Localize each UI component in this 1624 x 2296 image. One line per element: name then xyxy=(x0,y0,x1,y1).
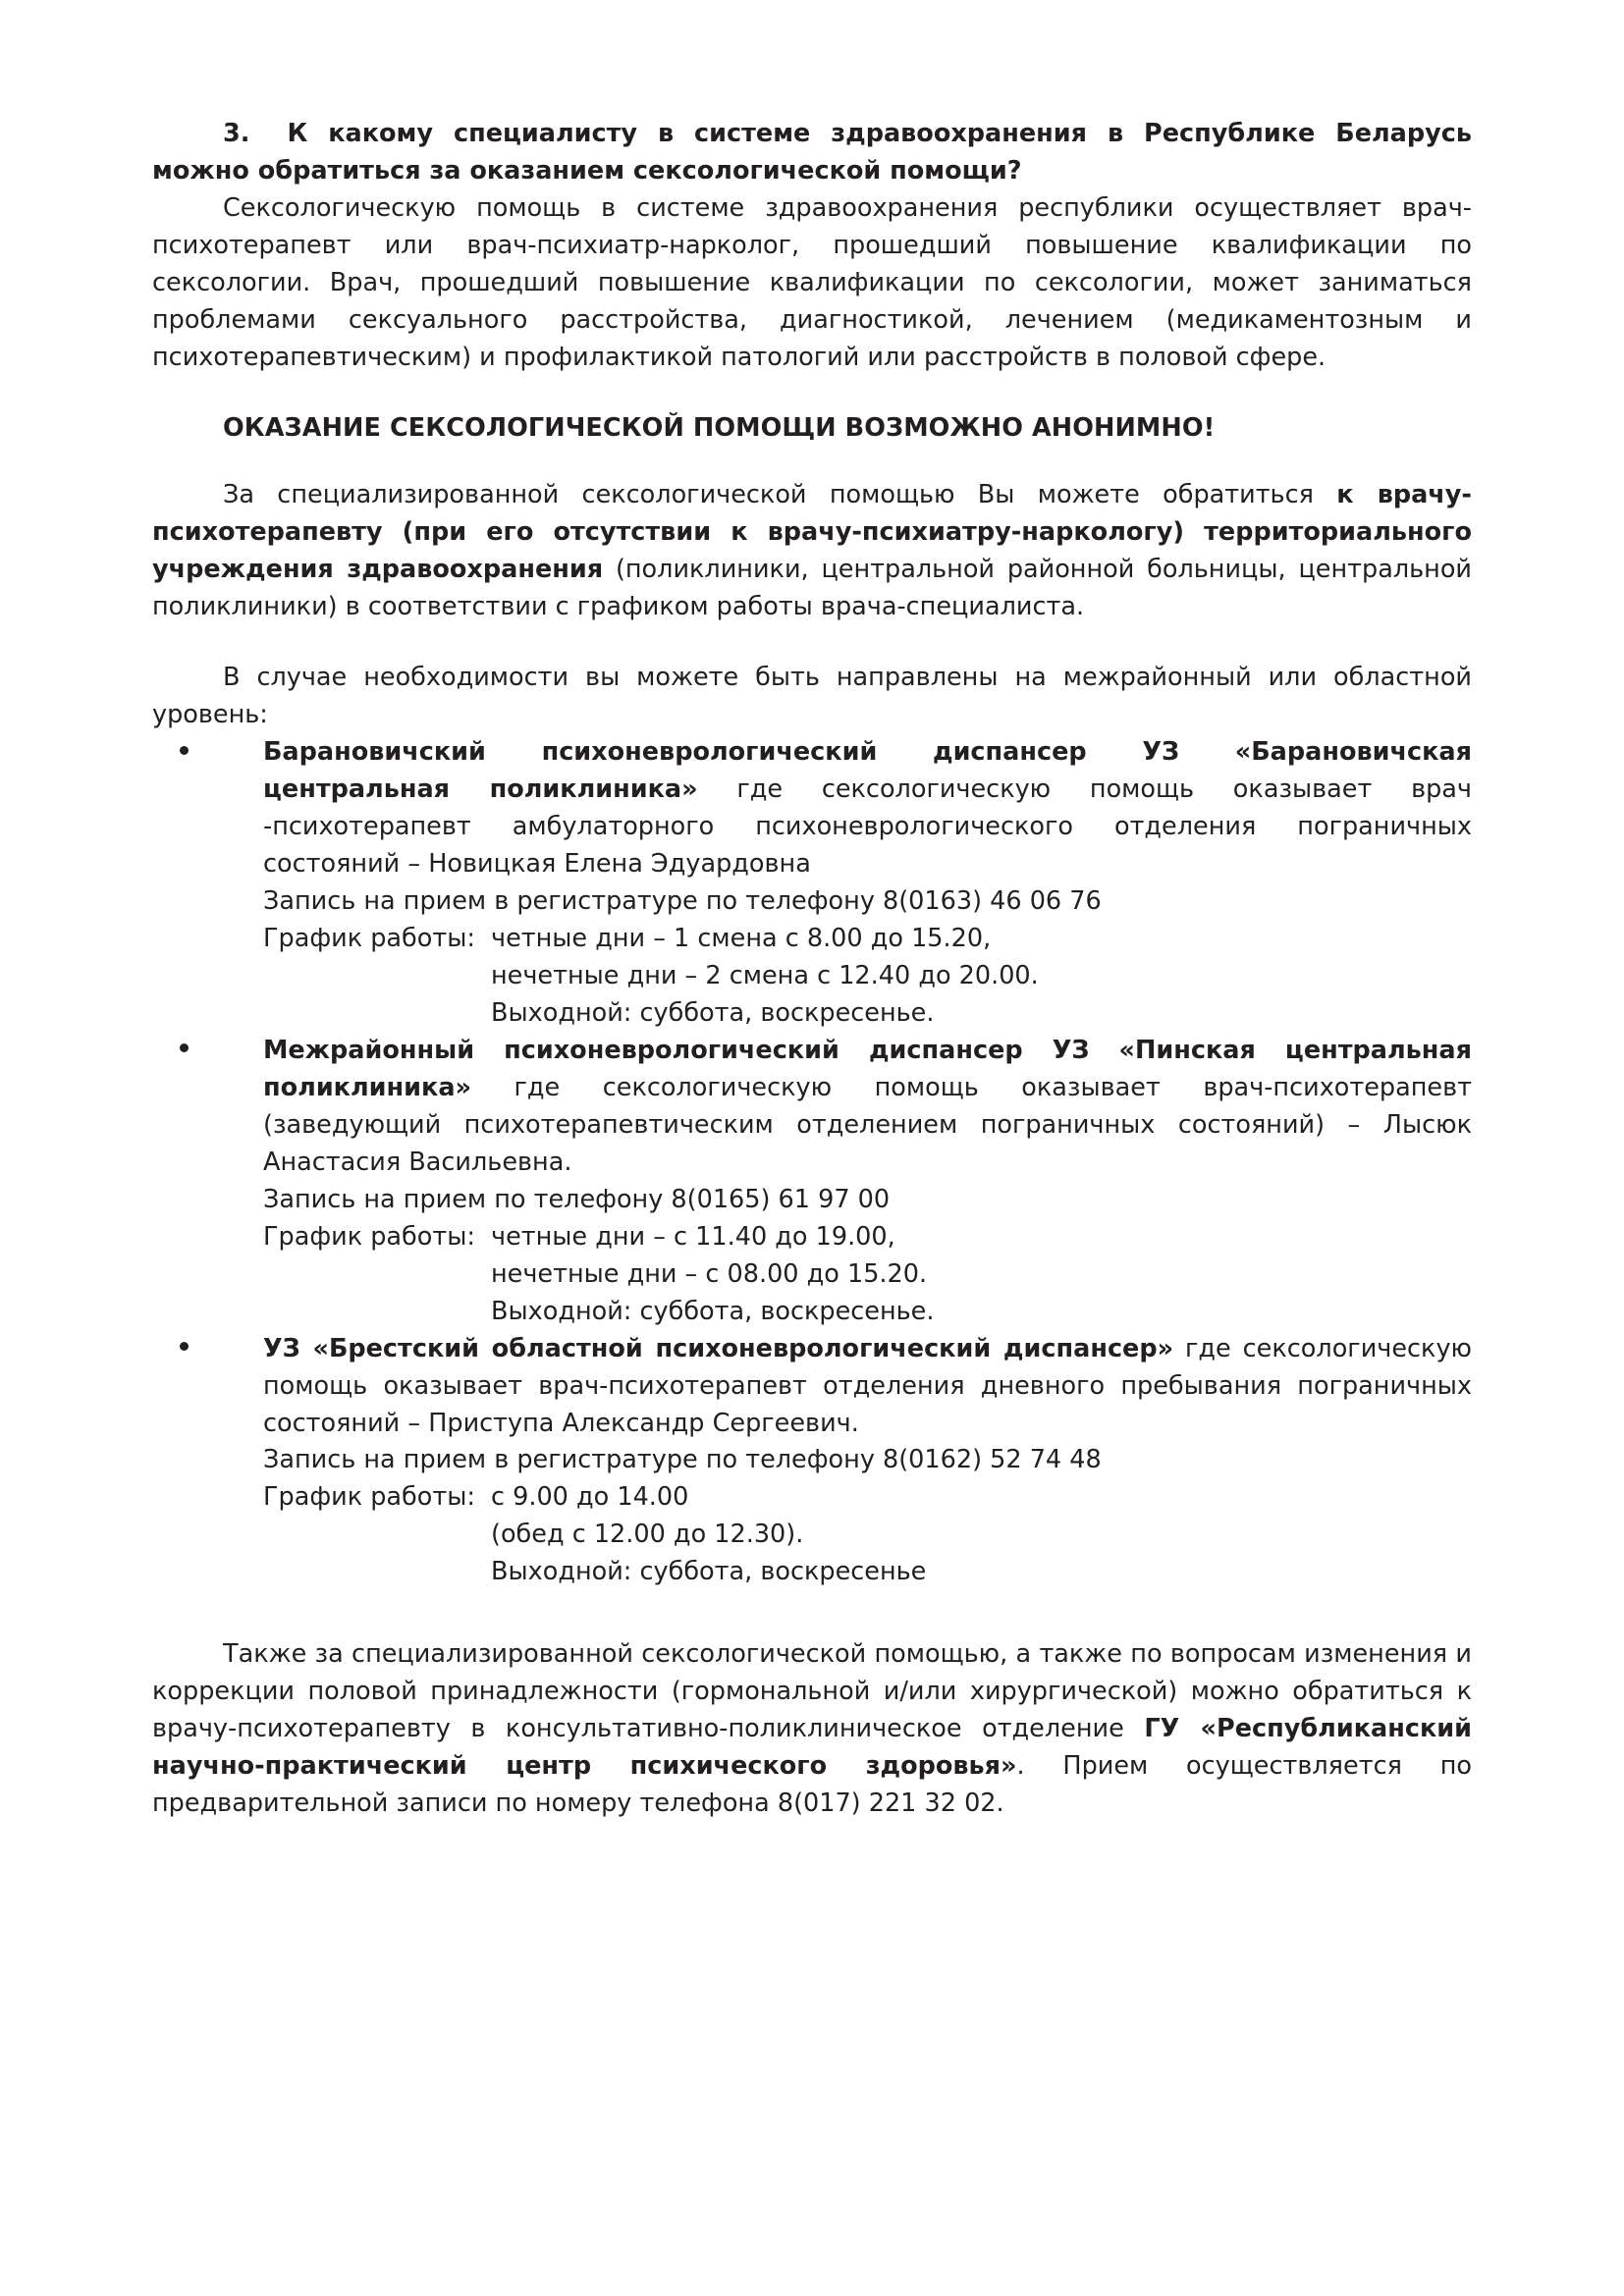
institution-name: Барановичский психоневрологический диспансер УЗ «Барановичская центральная поликлиника» xyxy=(263,736,1472,804)
institution-description: где сексологическую помощь оказывает врач-психотерапевт отделения дневного пребывания пограничных состояний – Приступа Александр Сергеевич. xyxy=(263,1333,1472,1438)
closing-paragraph xyxy=(152,1636,1472,1823)
institution-name: УЗ «Брестский областной психоневрологический диспансер» xyxy=(263,1333,1174,1363)
institution-schedule xyxy=(263,1219,1472,1331)
bullet-icon xyxy=(180,746,189,755)
question-number: 3. xyxy=(223,119,250,148)
institution-title xyxy=(263,734,1472,883)
institution-list xyxy=(152,734,1472,1592)
list-item xyxy=(152,1033,1472,1331)
schedule-line: четные дни – 1 смена с 8.00 до 15.20, xyxy=(491,923,992,953)
schedule-line: четные дни – с 11.40 до 19.00, xyxy=(491,1221,895,1252)
institution-description: где сексологическую помощь оказывает врач -психотерапевт амбулаторного психоневрологического отделения пограничных состояний – Новицкая Елена Эдуардовна xyxy=(263,774,1472,879)
schedule-line: Выходной: суббота, воскресенье. xyxy=(491,997,935,1028)
schedule-line: нечетные дни – с 08.00 до 15.20. xyxy=(491,1258,928,1289)
anonymous-notice: ОКАЗАНИЕ СЕКСОЛОГИЧЕСКОЙ ПОМОЩИ ВОЗМОЖНО АНОНИМНО! xyxy=(223,412,1216,443)
document-body xyxy=(152,116,1472,1823)
schedule-line: с 9.00 до 14.00 xyxy=(491,1482,689,1513)
institution-description: где сексологическую помощь оказывает врач-психотерапевт (заведующий психотерапевтическим отделением пограничных состояний) – Лысюк Анастасия Васильевна. xyxy=(263,1072,1472,1177)
schedule-line: (обед с 12.00 до 12.30). xyxy=(491,1520,804,1550)
schedule-label: График работы: xyxy=(263,1482,475,1513)
referral-bold: к врачу-психотерапевту (при его отсутствии к врачу-психиатру-наркологу) территориального учреждения здравоохранения xyxy=(152,479,1473,584)
referral-part2: (поликлиники, центральной районной больницы, центральной поликлиники) в соответствии с графиком работы врача-специалиста. xyxy=(152,554,1473,621)
institution-schedule xyxy=(263,1479,1472,1591)
bullet-icon xyxy=(180,1342,189,1351)
institution-title xyxy=(263,1033,1472,1182)
institution-schedule xyxy=(263,921,1472,1033)
referral-paragraph xyxy=(152,477,1472,626)
list-item xyxy=(152,734,1472,1033)
levels-intro: В случае необходимости вы можете быть направлены на межрайонный или областной уровень: xyxy=(152,662,1472,729)
institution-name: Межрайонный психоневрологический диспансер УЗ «Пинская центральная поликлиника» xyxy=(263,1035,1472,1102)
schedule-line: Выходной: суббота, воскресенье xyxy=(491,1557,927,1587)
institution-appointment: Запись на прием в регистратуре по телефону 8(0163) 46 06 76 xyxy=(263,885,1102,916)
question-heading xyxy=(152,116,1472,190)
closing-bold: ГУ «Республиканский научно-практический центр психического здоровья» xyxy=(152,1714,1472,1782)
closing-part2: . Прием осуществляется по предварительной записи по номеру телефона 8(017) 221 32 02. xyxy=(152,1751,1472,1819)
closing-part1: Также за специализированной сексологической помощью, а также по вопросам изменения и коррекции половой принадлежности (гормональной и/или хирургической) можно обратиться к врачу-психотерапевту в консультативно-поликлиническое отделение xyxy=(152,1639,1472,1744)
institution-title xyxy=(263,1331,1472,1443)
answer-paragraph: Сексологическую помощь в системе здравоохранения республики осуществляет врач-психотерапевт или врач-психиатр-нарколог, прошедший повышение квалификации по сексологии. Врач, прошедший повышение квалификации по сексологии, может заниматься проблемами сексуального расстройства, диагностикой, лечением (медикаментозным и психотерапевтическим) и профилактикой патологий или расстройств в половой сфере. xyxy=(152,192,1472,372)
schedule-line: Выходной: суббота, воскресенье. xyxy=(491,1296,935,1326)
schedule-label: График работы: xyxy=(263,923,475,953)
institution-appointment: Запись на прием по телефону 8(0165) 61 97 00 xyxy=(263,1184,891,1214)
referral-part1: За специализированной сексологической помощью Вы можете обратиться xyxy=(223,479,1337,509)
list-item xyxy=(152,1331,1472,1592)
question-text: К какому специалисту в системе здравоохранения в Республике Беларусь можно обратиться за оказанием сексологической помощи? xyxy=(152,119,1472,186)
institution-appointment: Запись на прием в регистратуре по телефону 8(0162) 52 74 48 xyxy=(263,1445,1102,1475)
bullet-icon xyxy=(180,1043,189,1052)
schedule-label: График работы: xyxy=(263,1221,475,1252)
schedule-line: нечетные дни – 2 смена с 12.40 до 20.00. xyxy=(491,960,1039,990)
